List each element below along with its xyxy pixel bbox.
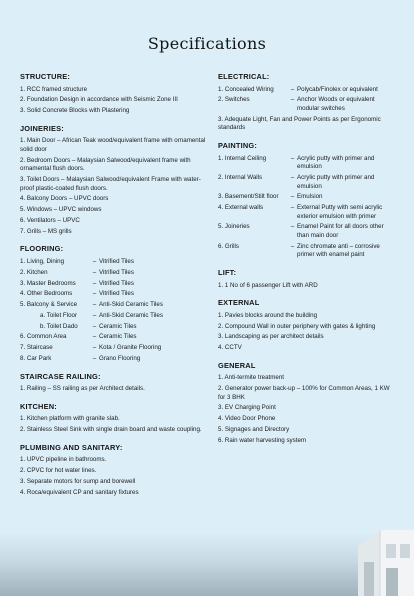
list-item: 2. CPVC for hot water lines. [20, 467, 97, 475]
section-painting [218, 142, 396, 260]
row-value: Anchor Woods or equivalent modular switches [297, 96, 375, 112]
list-item: 2. Bedroom Doors – Malaysian Salwood/equivalent frame with ornamental flush doors. [20, 156, 191, 173]
section-heading: ELECTRICAL: [218, 72, 270, 81]
section-general [218, 362, 396, 446]
row-key: 5. Balcony & Service [20, 301, 78, 309]
list-item: 1. Kitchen platform with granite slab. [20, 415, 120, 423]
row-value: Vitrified Tiles [99, 268, 134, 276]
list-item: 3. Landscaping as per architect details [218, 333, 324, 341]
table-row [218, 155, 396, 172]
row-value: Kota / Granite Flooring [99, 344, 162, 352]
row-value: Polycab/Finolex or equivalent [297, 85, 378, 93]
row-key: 1. Living, Dining [20, 258, 65, 265]
section-heading: JOINERIES: [20, 123, 64, 133]
list-item: 4. Balcony Doors – UPVC doors [20, 195, 109, 203]
section-joineries [20, 125, 206, 237]
table-row [218, 96, 396, 113]
list-item: 2. Stainless Steel Sink with single drain board and waste coupling. [20, 426, 202, 434]
row-value: Anti-Skid Ceramic Tiles [99, 311, 163, 319]
row-key: 1. Internal Ceiling [218, 154, 267, 162]
list-item: 7. Grills – MS grills [20, 227, 72, 235]
row-key: 2. Switches [218, 96, 250, 104]
table-row [218, 174, 396, 191]
row-key: 2. Kitchen [20, 268, 48, 276]
row-dash: – [92, 290, 97, 298]
row-key: 7. Staircase [20, 344, 53, 352]
list-item: 1. 1 No of 6 passenger Lift with ARD [218, 281, 318, 289]
row-value: Enamel Paint for all doors other than main door [297, 223, 384, 240]
section-heading: STRUCTURE: [20, 72, 71, 81]
row-value: Acrylic putty with primer and emulsion [297, 154, 375, 171]
left-column [20, 73, 206, 506]
row-key: 3. Basement/Stilt floor [218, 193, 279, 201]
row-dash: – [290, 242, 295, 250]
list-item: 1. Main Door – African Teak wood/equivalent frame with ornamental solid door [20, 137, 206, 153]
list-item: 6. Ventilators – UPVC [20, 217, 80, 225]
list-item: 1. RCC framed structure [20, 85, 88, 93]
list-item: 5. Windows – UPVC windows [20, 206, 102, 214]
list-item: 2. Generator power back-up – 100% for Common Areas, 1 KW for 3 BHK [218, 385, 390, 401]
row-value: Anti-Skid Ceramic Tiles [99, 301, 163, 309]
row-dash: – [92, 279, 97, 287]
section-heading: FLOORING: [20, 244, 64, 254]
row-dash: – [290, 193, 295, 201]
list-item: 2. Foundation Design in accordance with Seismic Zone III [20, 96, 178, 104]
page-title: Specifications [147, 34, 267, 53]
section-heading: LIFT: [218, 268, 237, 277]
row-dash: – [92, 333, 97, 341]
row-value: Acrylic putty with primer and emulsion [297, 173, 375, 190]
row-dash: – [290, 204, 295, 212]
row-dash: – [92, 344, 97, 352]
list-item: 2. Compound Wall in outer periphery with gates & lighting [218, 322, 376, 330]
section-heading: PLUMBING AND SANITARY: [20, 442, 123, 452]
list-item: 1. UPVC pipeline in bathrooms. [20, 456, 107, 464]
section-heading: STAIRCASE RAILING: [20, 371, 101, 381]
list-item: 3. EV Charging Point [218, 404, 276, 412]
section-heading: EXTERNAL [218, 298, 260, 308]
list-item: 3. Adequate Light, Fan and Power Points as per Ergonomic standards [218, 115, 381, 132]
section-plumbing-sanitary [20, 444, 206, 498]
row-key: 8. Car Park [20, 355, 52, 363]
table-row [20, 344, 206, 353]
row-dash: – [92, 268, 97, 276]
table-row [218, 223, 396, 240]
row-key: b. Toilet Dado [40, 322, 78, 330]
list-item: 3. Toilet Doors – Malaysian Salwood/equivalent Frame with water-proof plastic-coated flush doors. [20, 176, 201, 192]
list-item: 5. Signages and Directory [218, 426, 290, 434]
row-key: 4. Other Bedrooms [20, 290, 73, 298]
row-value: External Putty with semi acrylic exterior emulsion with primer [297, 204, 383, 220]
row-dash: – [290, 223, 295, 231]
section-flooring [20, 245, 206, 363]
row-dash: – [290, 85, 295, 93]
table-row [218, 86, 396, 95]
row-key: 6. Common Area [20, 333, 67, 341]
section-lift [218, 269, 396, 290]
row-value: Grano Flooring [99, 355, 141, 363]
row-dash: – [92, 322, 97, 330]
table-row [20, 355, 206, 364]
row-value: Vitrified Tiles [99, 279, 134, 287]
row-value: Vitrified Tiles [99, 290, 134, 298]
list-item: 4. Video Door Phone [218, 415, 276, 423]
table-row [20, 301, 206, 310]
row-value: Ceramic Tiles [99, 322, 137, 330]
row-dash: – [92, 301, 97, 309]
table-row [218, 204, 396, 221]
right-column [218, 73, 396, 454]
table-row [20, 280, 206, 289]
list-item: 6. Rain water harvesting system [218, 436, 307, 444]
row-dash: – [290, 154, 295, 162]
row-value: Ceramic Tiles [99, 333, 137, 341]
row-dash: – [290, 173, 295, 181]
row-key: a. Toilet Floor [40, 311, 78, 319]
row-key: 6. Grills [218, 242, 239, 250]
section-heading: KITCHEN: [20, 401, 57, 411]
table-row [20, 290, 206, 299]
list-item: 1. Railing – SS railing as per Architect details. [20, 385, 145, 393]
section-external [218, 299, 396, 353]
building-illustration [340, 510, 414, 596]
list-item: 1. Anti-termite treatment [218, 374, 285, 382]
row-dash: – [92, 311, 97, 319]
row-dash: – [290, 96, 295, 104]
table-row [20, 258, 206, 267]
list-item: 4. Roca/equivalent CP and sanitary fixtures [20, 488, 139, 496]
list-item: 4. CCTV [218, 344, 242, 352]
section-heading: GENERAL [218, 360, 256, 370]
section-staircase-railing [20, 373, 206, 394]
table-row [20, 312, 206, 321]
row-value: Zinc chromate anti – corrosive primer with enamel paint [297, 242, 380, 259]
row-key: 4. External walls [218, 204, 264, 212]
table-row [20, 323, 206, 332]
table-row [218, 243, 396, 260]
row-dash: – [92, 355, 97, 363]
row-value: Vitrified Tiles [99, 258, 134, 265]
row-key: 1. Concealed Wiring [218, 85, 274, 93]
section-structure [20, 73, 206, 116]
row-key: 2. Internal Walls [218, 173, 263, 181]
list-item: 3. Separate motors for sump and borewell [20, 477, 136, 485]
table-row [218, 193, 396, 202]
section-electrical [218, 73, 396, 133]
section-heading: PAINTING: [218, 140, 258, 150]
row-value: Emulsion [297, 193, 323, 201]
row-dash: – [92, 258, 97, 265]
table-row [20, 269, 206, 278]
row-key: 3. Master Bedrooms [20, 279, 76, 287]
list-item: 3. Solid Concrete Blocks with Plastering [20, 107, 130, 115]
list-item: 1. Pavies blocks around the building [218, 311, 318, 319]
table-row [20, 333, 206, 342]
section-kitchen [20, 403, 206, 435]
row-key: 5. Joineries [218, 223, 250, 231]
